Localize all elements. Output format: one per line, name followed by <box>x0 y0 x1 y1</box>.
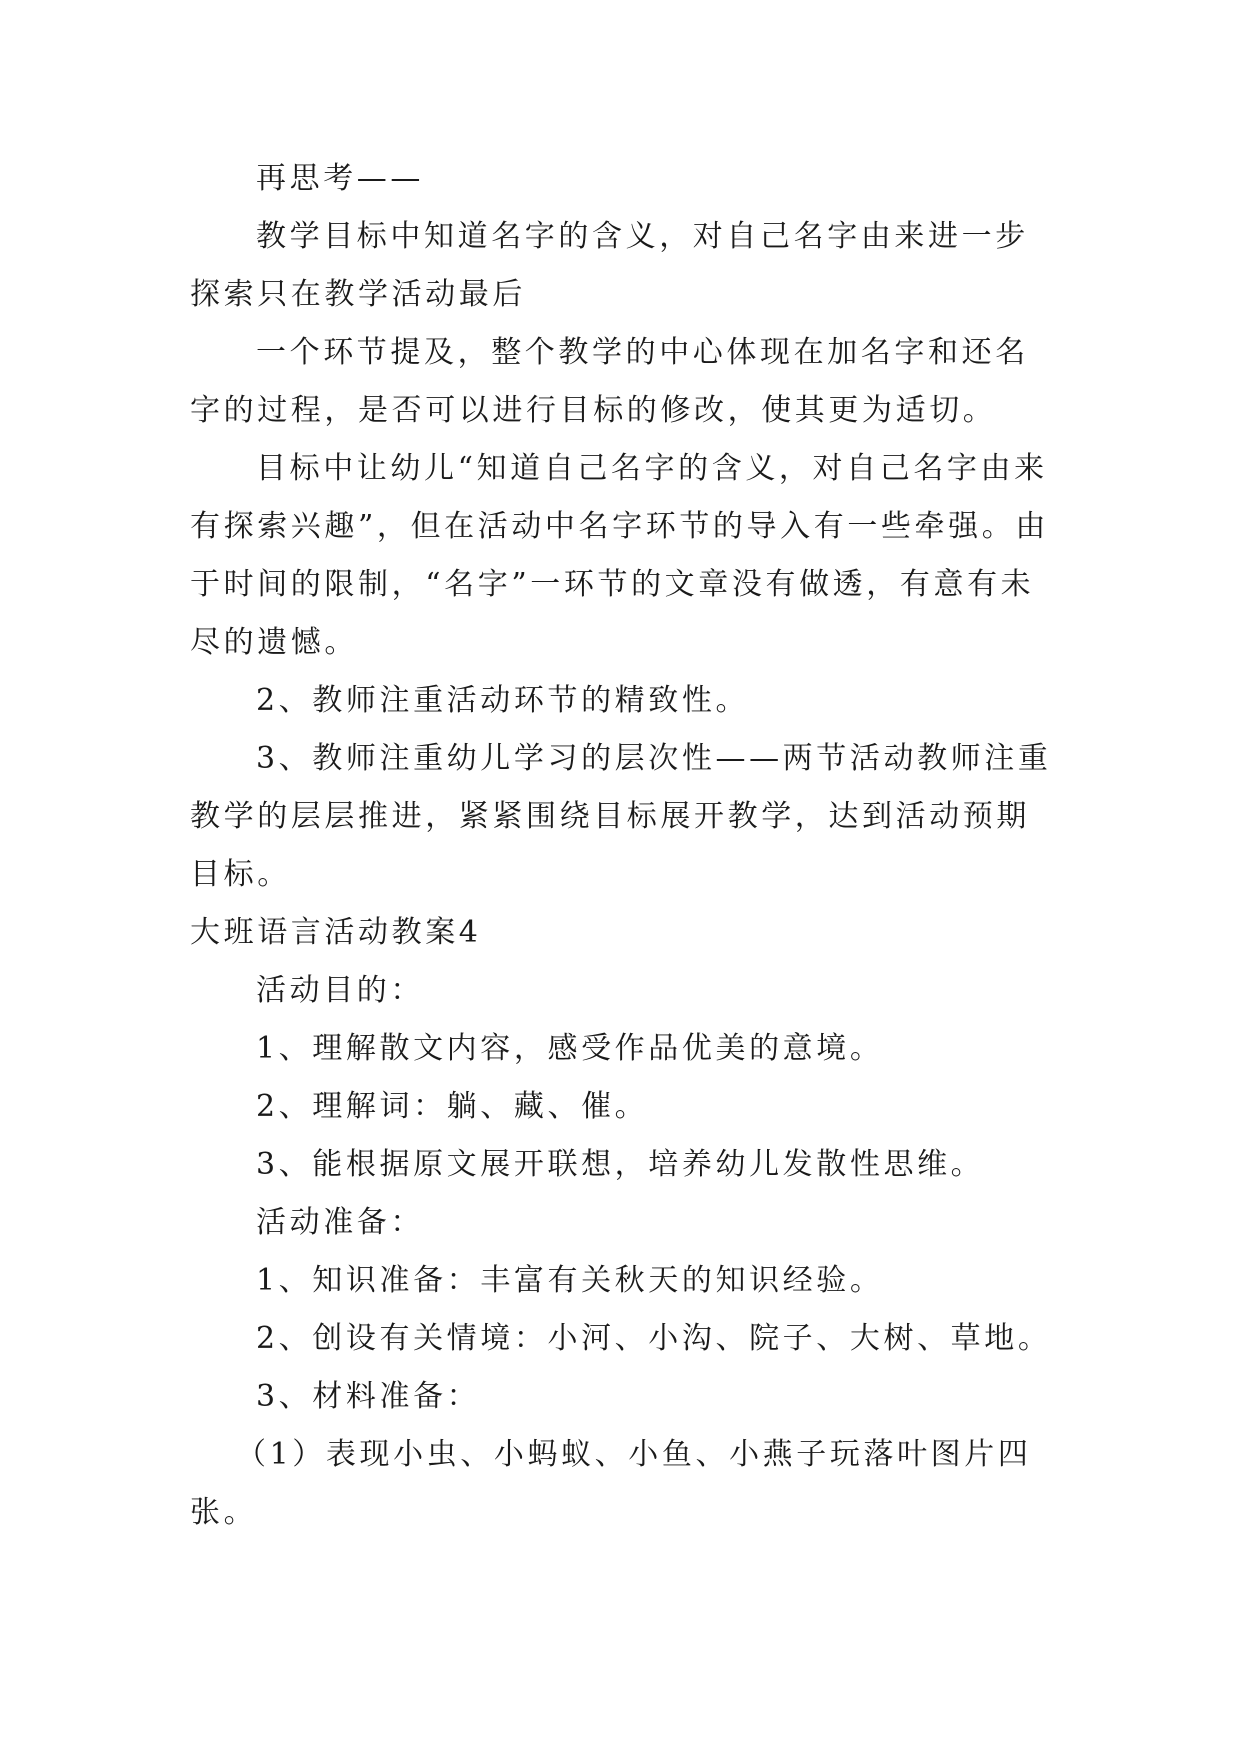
purpose-item-2: 2、理解词：躺、藏、催。 <box>256 1089 649 1124</box>
paragraph-rethink: 再思考—— <box>256 161 424 196</box>
activity-purpose-heading: 活动目的： <box>256 973 424 1008</box>
paragraph-point-3: 3、教师注重幼儿学习的层次性——两节活动教师注重教学的层层推进，紧紧围绕目标展开教学，达到活动预期目标。 <box>190 741 1052 892</box>
paragraph-one-link: 一个环节提及，整个教学的中心体现在加名字和还名字的过程，是否可以进行目标的修改，使其更为适切。 <box>190 335 1029 428</box>
section-heading: 大班语言活动教案4 <box>190 915 482 950</box>
prep-subitem-1: （1）表现小虫、小蚂蚁、小鱼、小燕子玩落叶图片四张。 <box>190 1437 1032 1530</box>
prep-item-3: 3、材料准备： <box>256 1379 481 1414</box>
activity-prep-heading: 活动准备： <box>256 1205 424 1240</box>
prep-item-2: 2、创设有关情境：小河、小沟、院子、大树、草地。 <box>256 1321 1052 1356</box>
paragraph-goal-children: 目标中让幼儿“知道自己名字的含义，对自己名字由来有探索兴趣”，但在活动中名字环节的导入有一些牵强。由于时间的限制，“名字”一环节的文章没有做透，有意有未尽的遗憾。 <box>190 451 1049 660</box>
purpose-item-3: 3、能根据原文展开联想，培养幼儿发散性思维。 <box>256 1147 985 1182</box>
purpose-item-1: 1、理解散文内容，感受作品优美的意境。 <box>256 1031 884 1066</box>
document-body <box>190 150 1060 1542</box>
paragraph-goal-meaning: 教学目标中知道名字的含义，对自己名字由来进一步探索只在教学活动最后 <box>190 219 1029 312</box>
paragraph-point-2: 2、教师注重活动环节的精致性。 <box>256 683 750 718</box>
prep-item-1: 1、知识准备：丰富有关秋天的知识经验。 <box>256 1263 884 1298</box>
